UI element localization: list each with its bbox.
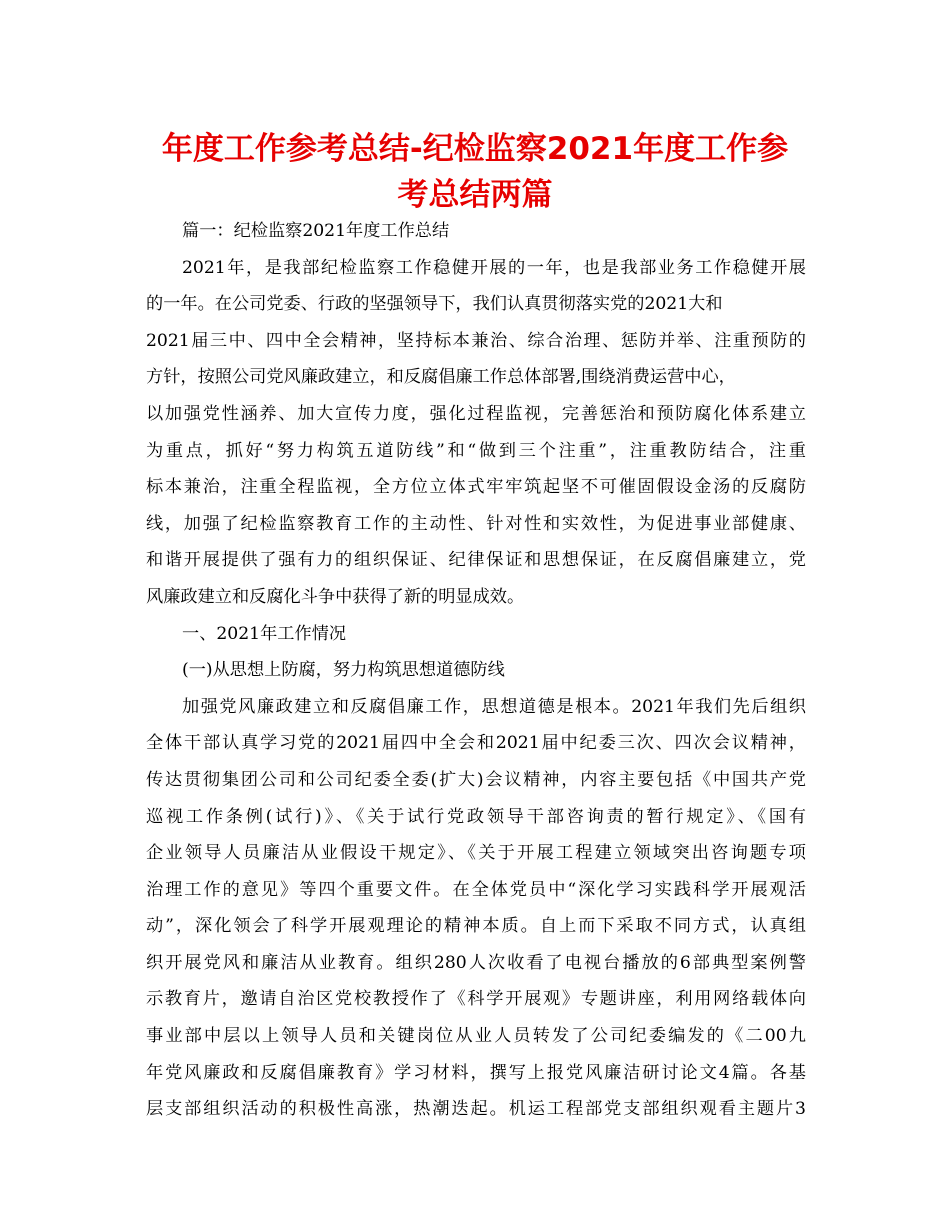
- paragraph-line: 企业领导人员廉洁从业假设干规定》、《关于开展工程建立领域突出咨询题专项: [146, 843, 806, 864]
- paragraph-line: 事业部中层以上领导人员和关键岗位从业人员转发了公司纪委编发的《二00九: [146, 1026, 806, 1047]
- paragraph-line: 织开展党风和廉洁从业教育。组织280人次收看了电视台播放的6部典型案例警: [146, 952, 806, 973]
- paragraph-line: 传达贯彻集团公司和公司纪委全委(扩大)会议精神，内容主要包括《中国共产党: [146, 769, 806, 790]
- paragraph-line: 的一年。在公司党委、行政的坚强领导下，我们认真贯彻落实党的2021大和: [146, 294, 723, 315]
- paragraph-line: 全体干部认真学习党的2021届四中全会和2021届中纪委三次、四次会议精神，: [146, 733, 806, 754]
- paragraph-line: 示教育片，邀请自治区党校教授作了《科学开展观》专题讲座，利用网络载体向: [146, 989, 806, 1010]
- paragraph-line: 线，加强了纪检监察教育工作的主动性、针对性和实效性，为促进事业部健康、: [146, 513, 806, 534]
- paragraph-line: 加强党风廉政建立和反腐倡廉工作，思想道德是根本。2021年我们先后组织: [182, 696, 806, 717]
- paragraph-line: (一)从思想上防腐，努力构筑思想道德防线: [182, 660, 505, 681]
- paragraph-line: 巡视工作条例(试行)》、《关于试行党政领导干部咨询责的暂行规定》、《国有: [146, 806, 806, 827]
- paragraph-line: 2021年，是我部纪检监察工作稳健开展的一年，也是我部业务工作稳健开展: [182, 257, 806, 278]
- paragraph-line: 方针，按照公司党风廉政建立，和反腐倡廉工作总体部署,围绕消费运营中心，: [146, 367, 736, 388]
- paragraph-line: 一、2021年工作情况: [182, 623, 347, 644]
- paragraph-line: 以加强党性涵养、加大宣传力度，强化过程监视，完善惩治和预防腐化体系建立: [146, 403, 806, 424]
- paragraph-line: 风廉政建立和反腐化斗争中获得了新的明显成效。: [146, 586, 525, 607]
- paragraph-line: 动”，深化领会了科学开展观理论的精神本质。自上而下采取不同方式，认真组: [146, 916, 806, 937]
- paragraph-line: 2021届三中、四中全会精神，坚持标本兼治、综合治理、惩防并举、注重预防的: [146, 330, 806, 351]
- title-line: 年度工作参考总结-纪检监察2021年度工作参: [161, 131, 789, 167]
- paragraph-line: 标本兼治，注重全程监视，全方位立体式牢牢筑起坚不可催固假设金汤的反腐防: [146, 477, 806, 498]
- paragraph-line: 篇一：纪检监察2021年度工作总结: [182, 221, 450, 241]
- paragraph-line: 治理工作的意见》等四个重要文件。在全体党员中“深化学习实践科学开展观活: [146, 879, 806, 900]
- title-line: 考总结两篇: [397, 177, 553, 213]
- paragraph-line: 层支部组织活动的积极性高涨，热潮迭起。机运工程部党支部组织观看主题片3: [146, 1099, 806, 1120]
- document-title: [140, 126, 810, 218]
- paragraph-line: 和谐开展提供了强有力的组织保证、纪律保证和思想保证，在反腐倡廉建立，党: [146, 550, 806, 571]
- paragraph-line: 为重点，抓好“努力构筑五道防线”和“做到三个注重”，注重教防结合，注重: [146, 440, 806, 461]
- document-body: [146, 213, 806, 1128]
- paragraph-line: 年党风廉政和反腐倡廉教育》学习材料，撰写上报党风廉洁研讨论文4篇。各基: [146, 1062, 806, 1083]
